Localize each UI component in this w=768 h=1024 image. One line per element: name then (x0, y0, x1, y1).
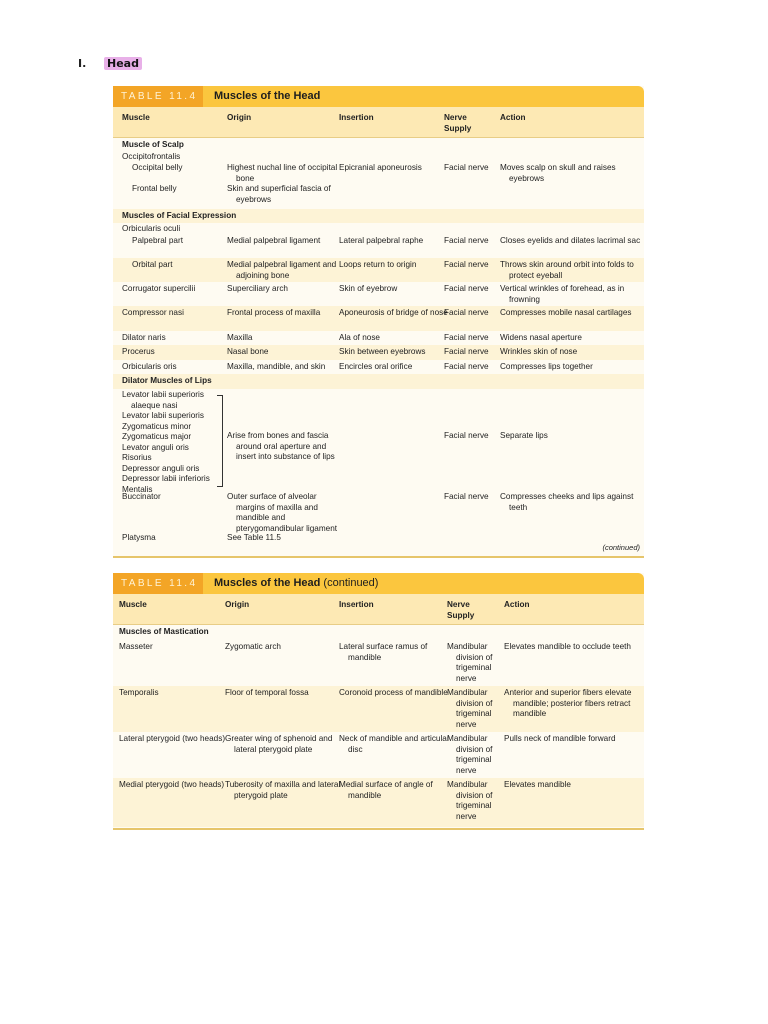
table-title-suffix: (continued) (323, 577, 379, 589)
origin-cell: Arise from bones and fascia around oral aperture and insert into substance of lips (227, 431, 335, 461)
action-cell: Compresses lips together (500, 362, 593, 371)
section-number: I. (78, 57, 87, 70)
origin-cell: Skin and superficial fascia of eyebrows (227, 184, 331, 204)
table-number-tag: TABLE 11.4 (113, 573, 203, 594)
origin-cell: Medial palpebral ligament and adjoining bone (227, 260, 337, 280)
section-row-facial-expression (113, 209, 644, 223)
header-origin: Origin (225, 600, 250, 609)
table-row (113, 331, 644, 345)
table-header-row (113, 594, 644, 625)
list-item: Risorius (122, 453, 152, 462)
action-cell: Compresses cheeks and lips against teeth (500, 492, 634, 512)
section-label: Muscles of Mastication (119, 627, 209, 636)
muscle-cell: Orbicularis oris (122, 362, 177, 371)
grouping-bracket (217, 395, 223, 487)
table-row (113, 282, 644, 306)
section-row-scalp (113, 138, 644, 152)
insertion-cell: Lateral palpebral raphe (339, 236, 424, 245)
muscle-cell: Temporalis (119, 688, 159, 697)
nerve-cell: Facial nerve (444, 260, 489, 269)
insertion-cell: Lateral surface ramus of mandible (339, 642, 428, 662)
muscle-cell: Orbital part (132, 260, 173, 269)
table-header-row (113, 107, 644, 138)
insertion-cell: Encircles oral orifice (339, 362, 413, 371)
insertion-cell: Coronoid process of mandible (339, 688, 448, 697)
action-cell: Elevates mandible (504, 780, 571, 789)
insertion-cell: Epicranial aponeurosis (339, 163, 422, 172)
table-row (113, 234, 644, 258)
header-muscle: Muscle (122, 113, 150, 122)
nerve-cell: Facial nerve (444, 236, 489, 245)
table-title-bar (113, 573, 644, 594)
origin-cell: Frontal process of maxilla (227, 308, 321, 317)
action-cell: Anterior and superior fibers elevate mandible; posterior fibers retract mandible (504, 688, 632, 718)
continued-note: (continued) (602, 543, 640, 552)
table-row (113, 778, 644, 827)
origin-cell: Greater wing of sphenoid and lateral pterygoid plate (225, 734, 333, 754)
nerve-cell: Facial nerve (444, 308, 489, 317)
section-row-mastication (113, 625, 644, 640)
section-row-dilator-lips (113, 374, 644, 389)
section-title-highlight: Head (104, 57, 142, 70)
table-title: Muscles of the Head (214, 90, 321, 102)
origin-cell: Floor of temporal fossa (225, 688, 309, 697)
origin-cell: Zygomatic arch (225, 642, 281, 651)
action-cell: Separate lips (500, 431, 548, 440)
list-item: Levator labii superioris (122, 411, 204, 420)
action-cell: Widens nasal aperture (500, 333, 582, 342)
origin-cell: Maxilla, mandible, and skin (227, 362, 326, 371)
table-row (113, 732, 644, 778)
table-row (113, 533, 644, 552)
origin-cell: See Table 11.5 (227, 533, 281, 542)
insertion-cell: Skin of eyebrow (339, 284, 398, 293)
origin-cell: Tuberosity of maxilla and lateral pterygoid plate (225, 780, 341, 800)
insertion-cell: Neck of mandible and articular disc (339, 734, 450, 754)
table-title-text: Muscles of the Head (214, 577, 321, 589)
origin-cell: Medial palpebral ligament (227, 236, 321, 245)
list-item: Mentalis (122, 484, 153, 494)
muscle-cell: Buccinator (122, 492, 161, 501)
table-number-tag: TABLE 11.4 (113, 86, 203, 107)
table-row (113, 163, 644, 184)
action-cell: Wrinkles skin of nose (500, 347, 578, 356)
insertion-cell: Skin between eyebrows (339, 347, 426, 356)
muscle-cell: Dilator naris (122, 333, 166, 342)
header-insertion: Insertion (339, 113, 374, 122)
insertion-cell: Medial surface of angle of mandible (339, 780, 433, 800)
origin-cell: Outer surface of alveolar margins of maxilla and mandible and pterygomandibular ligament (227, 492, 338, 533)
list-item: Zygomaticus minor (122, 421, 192, 431)
lips-muscle-list (122, 390, 218, 495)
muscles-of-head-table-continued (113, 573, 644, 830)
origin-cell: Nasal bone (227, 347, 269, 356)
origin-cell: Highest nuchal line of occipital bone (227, 163, 338, 183)
section-label: Muscle of Scalp (122, 140, 184, 149)
table-row (113, 184, 644, 209)
nerve-cell: Facial nerve (444, 362, 489, 371)
table-row (113, 686, 644, 732)
muscle-cell: Platysma (122, 533, 156, 542)
nerve-cell: Facial nerve (444, 431, 489, 440)
muscle-cell: Compressor nasi (122, 308, 184, 317)
table-row (113, 306, 644, 331)
insertion-cell: Ala of nose (339, 333, 380, 342)
insertion-cell: Loops return to origin (339, 260, 417, 269)
muscle-cell: Occipitofrontalis (122, 152, 181, 161)
muscle-cell: Orbicularis oculi (122, 224, 181, 233)
origin-cell: Maxilla (227, 333, 253, 342)
header-nerve-supply: Nerve Supply (447, 600, 475, 620)
table-title-bar (113, 86, 644, 107)
muscles-of-head-table (113, 86, 644, 558)
table-row (113, 640, 644, 686)
muscle-cell: Occipital belly (132, 163, 183, 172)
section-label: Muscles of Facial Expression (122, 211, 237, 220)
table-row-dilator-group (113, 389, 644, 492)
nerve-cell: Facial nerve (444, 492, 489, 501)
nerve-cell: Facial nerve (444, 163, 489, 172)
header-origin: Origin (227, 113, 252, 122)
list-item: Levator labii superioris alaeque nasi (122, 390, 204, 410)
section-heading (78, 57, 142, 70)
table-row (113, 345, 644, 360)
action-cell: Vertical wrinkles of forehead, as in frowning (500, 284, 625, 304)
muscle-cell: Lateral pterygoid (two heads) (119, 734, 226, 743)
list-item: Depressor anguli oris (122, 463, 200, 473)
header-nerve-supply: Nerve Supply (444, 113, 472, 133)
table-row (113, 258, 644, 282)
nerve-cell: Facial nerve (444, 284, 489, 293)
action-cell: Compresses mobile nasal cartilages (500, 308, 632, 317)
insertion-cell: Aponeurosis of bridge of nose (339, 308, 448, 317)
muscle-cell: Corrugator supercilii (122, 284, 196, 293)
nerve-cell: Mandibular division of trigeminal nerve (447, 642, 493, 683)
table-row (113, 223, 644, 234)
action-cell: Throws skin around orbit into folds to protect eyeball (500, 260, 634, 280)
muscle-cell: Palpebral part (132, 236, 183, 245)
muscle-cell: Procerus (122, 347, 155, 356)
section-label: Dilator Muscles of Lips (122, 376, 212, 385)
nerve-cell: Mandibular division of trigeminal nerve (447, 734, 493, 775)
header-muscle: Muscle (119, 600, 147, 609)
action-cell: Pulls neck of mandible forward (504, 734, 616, 743)
nerve-cell: Mandibular division of trigeminal nerve (447, 780, 493, 821)
nerve-cell: Facial nerve (444, 347, 489, 356)
list-item: Zygomaticus major (122, 432, 192, 441)
table-row (113, 360, 644, 374)
nerve-cell: Facial nerve (444, 333, 489, 342)
origin-cell: Superciliary arch (227, 284, 288, 293)
list-item: Depressor labii inferioris (122, 474, 210, 483)
action-cell: Closes eyelids and dilates lacrimal sac (500, 236, 641, 245)
muscle-cell: Frontal belly (132, 184, 177, 193)
table-row (113, 152, 644, 163)
table-row (113, 492, 644, 533)
muscle-cell: Medial pterygoid (two heads) (119, 780, 225, 789)
action-cell: Moves scalp on skull and raises eyebrows (500, 163, 616, 183)
list-item: Levator anguli oris (122, 442, 189, 452)
muscle-cell: Masseter (119, 642, 153, 651)
action-cell: Elevates mandible to occlude teeth (504, 642, 631, 651)
header-insertion: Insertion (339, 600, 374, 609)
header-action: Action (504, 600, 530, 609)
header-action: Action (500, 113, 526, 122)
nerve-cell: Mandibular division of trigeminal nerve (447, 688, 493, 729)
table-title (214, 573, 378, 594)
